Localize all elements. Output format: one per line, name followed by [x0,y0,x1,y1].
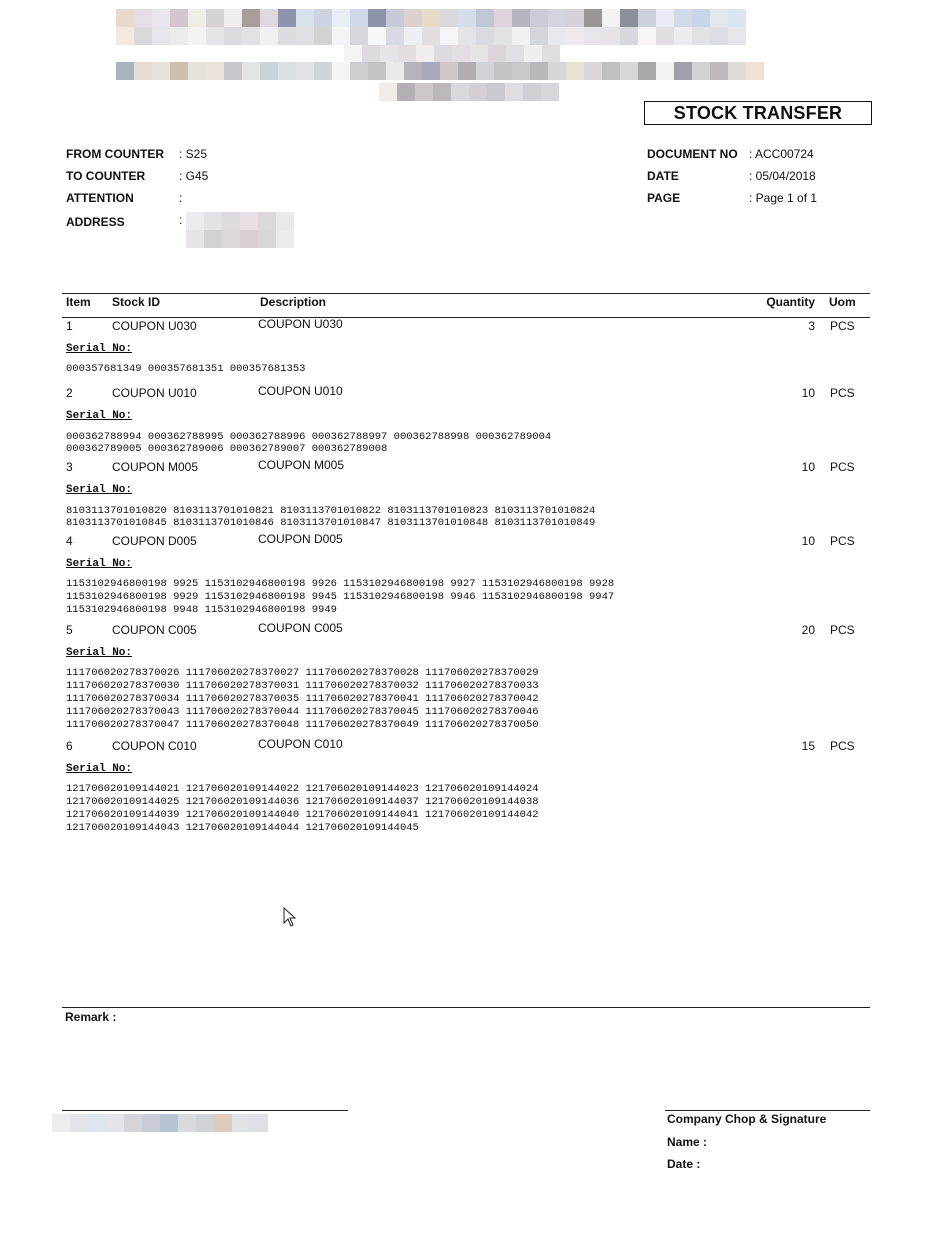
redaction-pixel [242,9,260,27]
redaction-pixel [404,62,422,80]
redaction-pixel [566,27,584,45]
redaction-pixel [548,62,566,80]
serial-line: 1153102946800198 9929 1153102946800198 9945 1153102946800198 9946 1153102946800198 9947 [66,591,615,603]
redaction-pixel [314,9,332,27]
redaction-pixel [530,27,548,45]
redaction-pixel [88,1114,106,1132]
serial-line: 000362789005 000362789006 000362789007 000362789008 [66,443,388,455]
redaction-pixel [548,9,566,27]
column-header-stock-id: Stock ID [112,295,161,309]
redaction-pixel [487,83,505,101]
redaction-pixel [134,27,152,45]
redaction-pixel [422,62,440,80]
redaction-pixel [240,230,258,248]
redaction-pixel [142,1114,160,1132]
redaction-pixel [206,9,224,27]
redaction-pixel [314,62,332,80]
redaction-pixel [188,9,206,27]
redaction-pixel [404,9,422,27]
redaction-pixel [541,83,559,101]
redaction-pixel [296,27,314,45]
serial-line: 121706020109144021 121706020109144022 121706020109144023 121706020109144024 [66,783,539,795]
redaction-pixel [186,230,204,248]
redaction-pixel [440,62,458,80]
redaction-pixel [404,27,422,45]
redaction-pixel [204,212,222,230]
serial-label: Serial No: [66,763,133,775]
row-stock-id: COUPON C010 [112,739,197,753]
redaction-pixel [362,45,380,63]
row-uom: PCS [830,623,855,637]
column-header-uom: Uom [829,295,856,309]
redaction-pixel [260,27,278,45]
redaction-pixel [186,212,204,230]
redaction-pixel [296,9,314,27]
redaction-pixel [523,83,541,101]
serial-line: 111706020278370030 111706020278370031 111706020278370032 111706020278370033 [66,680,539,692]
redaction-pixel [170,9,188,27]
redaction-pixel [240,212,258,230]
redaction-pixel [368,27,386,45]
redaction-pixel [548,27,566,45]
redaction-pixel [368,9,386,27]
redaction-pixel [451,83,469,101]
redaction-pixel [116,9,134,27]
row-description: COUPON C005 [258,621,343,635]
redaction-pixel [386,62,404,80]
row-description: COUPON M005 [258,458,345,472]
redaction-pixel [710,9,728,27]
redaction-pixel [116,62,134,80]
redaction-pixel [524,45,542,63]
redaction-pixel [746,62,764,80]
redaction-pixel [710,62,728,80]
redaction-pixel [620,27,638,45]
company-name-redacted [116,27,746,45]
address-redacted [186,212,294,230]
serial-line: 121706020109144043 121706020109144044 121706020109144045 [66,822,419,834]
table-header-rule [62,317,870,318]
row-item: 1 [66,319,73,333]
redaction-pixel [222,230,240,248]
column-header-description: Description [260,295,327,309]
redaction-pixel [620,9,638,27]
redaction-pixel [170,27,188,45]
document-title: STOCK TRANSFER [644,101,872,125]
redaction-pixel [260,62,278,80]
address-redacted [186,230,294,248]
redaction-pixel [398,45,416,63]
address-label: ADDRESS [66,215,125,229]
row-item: 2 [66,386,73,400]
redaction-pixel [278,27,296,45]
redaction-pixel [152,62,170,80]
row-stock-id: COUPON U030 [112,319,197,333]
redaction-pixel [170,62,188,80]
redaction-pixel [204,230,222,248]
redaction-pixel [542,45,560,63]
redaction-pixel [422,9,440,27]
redaction-pixel [344,45,362,63]
row-description: COUPON D005 [258,532,343,546]
redaction-pixel [332,27,350,45]
redaction-pixel [314,27,332,45]
redaction-pixel [433,83,451,101]
redaction-pixel [530,62,548,80]
row-description: COUPON C010 [258,737,343,751]
redaction-pixel [530,9,548,27]
page-value: : Page 1 of 1 [749,191,818,205]
redaction-pixel [728,27,746,45]
redaction-pixel [656,27,674,45]
redaction-pixel [178,1114,196,1132]
company-name-redacted [116,9,746,27]
row-stock-id: COUPON C005 [112,623,197,637]
redaction-pixel [584,9,602,27]
company-contact-redacted [379,83,559,101]
document-no-value: : ACC00724 [749,147,814,161]
redaction-pixel [386,9,404,27]
redaction-pixel [415,83,433,101]
row-item: 5 [66,623,73,637]
redaction-pixel [434,45,452,63]
remark-rule [62,1007,870,1008]
redaction-pixel [160,1114,178,1132]
serial-line: 000362788994 000362788995 000362788996 000362788997 000362788998 000362789004 [66,431,552,443]
row-stock-id: COUPON M005 [112,460,199,474]
redaction-pixel [196,1114,214,1132]
attention-label: ATTENTION [66,191,134,205]
redaction-pixel [242,27,260,45]
redaction-pixel [386,27,404,45]
redaction-pixel [52,1114,70,1132]
redaction-pixel [494,27,512,45]
redaction-pixel [224,27,242,45]
redaction-pixel [350,62,368,80]
row-stock-id: COUPON D005 [112,534,197,548]
redaction-pixel [397,83,415,101]
company-address-redacted [116,62,764,80]
serial-line: 8103113701010845 8103113701010846 8103113701010847 8103113701010848 8103113701010849 [66,517,596,529]
redaction-pixel [188,62,206,80]
row-quantity: 10 [801,460,815,474]
serial-label: Serial No: [66,484,133,496]
redaction-pixel [458,62,476,80]
redaction-pixel [258,212,276,230]
redaction-pixel [134,9,152,27]
redaction-pixel [494,62,512,80]
row-uom: PCS [830,739,855,753]
redaction-pixel [332,9,350,27]
issuer-signature-line [62,1110,348,1111]
redaction-pixel [278,62,296,80]
redaction-pixel [584,62,602,80]
row-uom: PCS [830,319,855,333]
redaction-pixel [566,9,584,27]
redaction-pixel [584,27,602,45]
serial-line: 000357681349 000357681351 000357681353 [66,363,306,375]
serial-line: 111706020278370043 111706020278370044 111706020278370045 111706020278370046 [66,706,539,718]
serial-line: 121706020109144039 121706020109144040 121706020109144041 121706020109144042 [66,809,539,821]
from-counter-value: : S25 [179,147,208,161]
to-counter-label: TO COUNTER [66,169,146,183]
redaction-pixel [602,27,620,45]
redaction-pixel [692,27,710,45]
company-chop-label: Company Chop & Signature [667,1112,827,1126]
redaction-pixel [224,62,242,80]
redaction-pixel [116,27,134,45]
redaction-pixel [250,1114,268,1132]
redaction-pixel [379,83,397,101]
redaction-pixel [276,230,294,248]
redaction-pixel [260,9,278,27]
redaction-pixel [674,9,692,27]
redaction-pixel [278,9,296,27]
row-quantity: 10 [801,386,815,400]
redaction-pixel [440,27,458,45]
attention-value: : [179,191,183,205]
redaction-pixel [214,1114,232,1132]
redaction-pixel [656,62,674,80]
redaction-pixel [70,1114,88,1132]
serial-label: Serial No: [66,558,133,570]
serial-line: 1153102946800198 9948 1153102946800198 9949 [66,604,337,616]
redaction-pixel [512,62,530,80]
redaction-pixel [152,9,170,27]
address-value: : [179,213,183,227]
redaction-pixel [440,9,458,27]
redaction-pixel [258,230,276,248]
redaction-pixel [422,27,440,45]
redaction-pixel [476,62,494,80]
row-quantity: 3 [808,319,815,333]
row-quantity: 20 [801,623,815,637]
serial-label: Serial No: [66,647,133,659]
redaction-pixel [710,27,728,45]
row-item: 6 [66,739,73,753]
redaction-pixel [638,62,656,80]
signature-name-label: Name : [667,1135,708,1149]
redaction-pixel [458,27,476,45]
row-uom: PCS [830,534,855,548]
redaction-pixel [242,62,260,80]
redaction-pixel [206,27,224,45]
serial-line: 111706020278370026 111706020278370027 111706020278370028 111706020278370029 [66,667,539,679]
date-label: DATE [647,169,679,183]
redaction-pixel [106,1114,124,1132]
redaction-pixel [276,212,294,230]
company-regno-redacted [344,45,560,63]
serial-line: 8103113701010820 8103113701010821 8103113701010822 8103113701010823 8103113701010824 [66,505,596,517]
redaction-pixel [602,62,620,80]
redaction-pixel [728,62,746,80]
redaction-pixel [476,27,494,45]
signature-date-label: Date : [667,1157,701,1171]
redaction-pixel [332,62,350,80]
serial-label: Serial No: [66,343,133,355]
date-value: : 05/04/2018 [749,169,816,183]
redaction-pixel [494,9,512,27]
redaction-pixel [368,62,386,80]
column-header-quantity: Quantity [766,295,815,309]
row-description: COUPON U010 [258,384,343,398]
redaction-pixel [476,9,494,27]
row-item: 3 [66,460,73,474]
redaction-pixel [470,45,488,63]
mouse-pointer-icon [283,907,297,927]
row-description: COUPON U030 [258,317,343,331]
row-stock-id: COUPON U010 [112,386,197,400]
redaction-pixel [134,62,152,80]
redaction-pixel [350,27,368,45]
document-no-label: DOCUMENT NO [647,147,738,161]
from-counter-label: FROM COUNTER [66,147,164,161]
remark-label: Remark : [65,1010,117,1024]
redaction-pixel [206,62,224,80]
redaction-pixel [350,9,368,27]
row-uom: PCS [830,386,855,400]
row-quantity: 15 [801,739,815,753]
redaction-pixel [505,83,523,101]
redaction-pixel [469,83,487,101]
redaction-pixel [188,27,206,45]
redaction-pixel [452,45,470,63]
to-counter-value: : G45 [179,169,209,183]
serial-line: 111706020278370047 111706020278370048 111706020278370049 111706020278370050 [66,719,539,731]
redaction-pixel [692,9,710,27]
redaction-pixel [512,9,530,27]
row-quantity: 10 [801,534,815,548]
row-item: 4 [66,534,73,548]
redaction-pixel [506,45,524,63]
redaction-pixel [152,27,170,45]
table-top-rule [62,293,870,294]
redaction-pixel [416,45,434,63]
row-uom: PCS [830,460,855,474]
serial-line: 121706020109144025 121706020109144036 121706020109144037 121706020109144038 [66,796,539,808]
redaction-pixel [296,62,314,80]
redaction-pixel [232,1114,250,1132]
redaction-pixel [224,9,242,27]
redaction-pixel [602,9,620,27]
serial-line: 111706020278370034 111706020278370035 111706020278370041 111706020278370042 [66,693,539,705]
serial-line: 1153102946800198 9925 1153102946800198 9926 1153102946800198 9927 1153102946800198 9928 [66,578,615,590]
redaction-pixel [512,27,530,45]
redaction-pixel [656,9,674,27]
redaction-pixel [692,62,710,80]
redaction-pixel [124,1114,142,1132]
redaction-pixel [638,9,656,27]
redaction-pixel [458,9,476,27]
redaction-pixel [488,45,506,63]
serial-label: Serial No: [66,410,133,422]
redaction-pixel [674,62,692,80]
issuer-name-redacted [52,1114,268,1132]
redaction-pixel [380,45,398,63]
redaction-pixel [222,212,240,230]
page-label: PAGE [647,191,681,205]
redaction-pixel [674,27,692,45]
redaction-pixel [566,62,584,80]
receiver-signature-line [665,1110,870,1111]
redaction-pixel [728,9,746,27]
redaction-pixel [620,62,638,80]
column-header-item: Item [66,295,91,309]
redaction-pixel [638,27,656,45]
